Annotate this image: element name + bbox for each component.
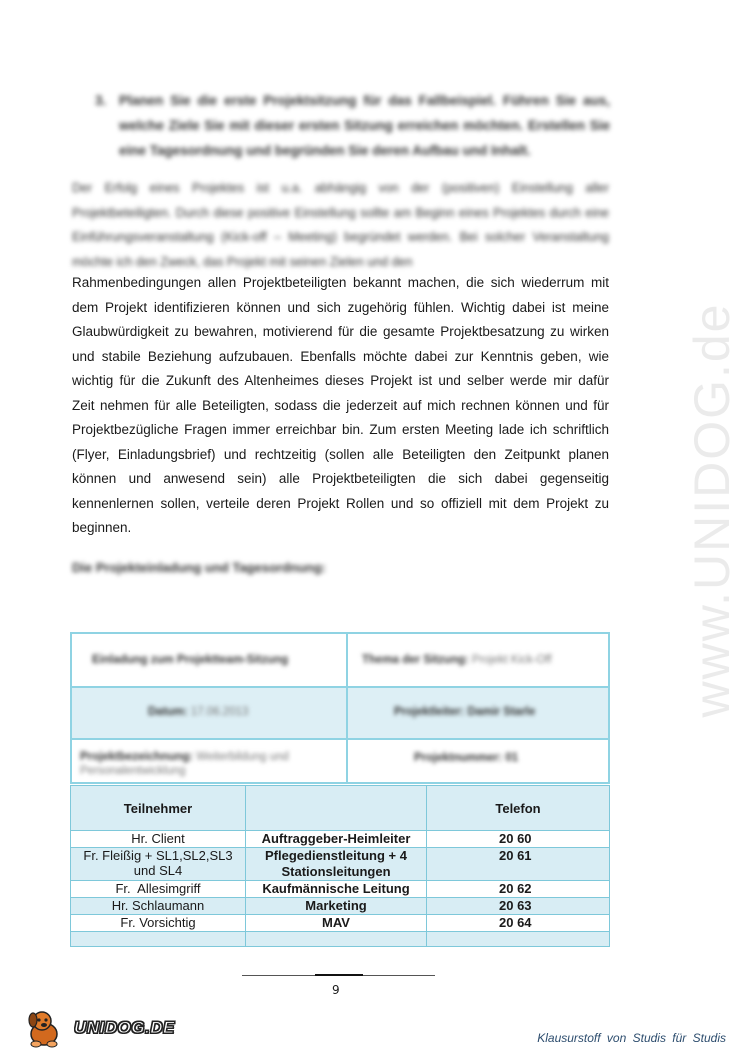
participant-name: Hr. Client <box>71 831 246 848</box>
project-number-value: 01 <box>505 752 519 764</box>
page-number: 9 <box>332 983 340 997</box>
paragraph-line: kennenlernen sollen, verteile deren Projekt Rollen und so offiziell mit dem Projekt zu <box>72 495 609 511</box>
header-participant: Teilnehmer <box>71 786 246 831</box>
participant-name: Hr. Schlaumann <box>71 898 246 915</box>
paragraph-line: und stabile Beziehung aufzubauen. Ebenfalls möchte dabei zur Kenntnis geben, wie <box>72 348 609 364</box>
participant-name: Fr. Vorsichtig <box>71 915 246 932</box>
logo-text: UNIDOG.DE <box>74 1018 175 1037</box>
blurred-paragraph: Der Erfolg eines Projektes ist u.a. abhängig von der (positiven) Einstellung aller Projektbeteiligten. Durch diese positive Einstellung sollte am Beginn eines Projektes durch eine Einführungsveranstaltung (Kick-off – Meeting) begründet werden. Bei solcher Veranstaltung möchte ich den Zweck, das Projekt mit seinen Zielen und den <box>72 181 609 269</box>
dog-mascot-icon <box>22 1008 66 1048</box>
table-row <box>71 831 610 848</box>
section-heading: Die Projekteinladung und Tagesordnung: <box>72 560 326 575</box>
participants-header-row <box>71 786 610 831</box>
invitation-cell <box>72 634 348 686</box>
participant-role: Kaufmännische Leitung <box>246 881 427 898</box>
participant-phone: 20 64 <box>427 915 610 932</box>
empty-row <box>71 932 610 947</box>
participant-phone: 20 63 <box>427 898 610 915</box>
project-number-cell <box>348 738 608 784</box>
header-phone: Telefon <box>427 786 610 831</box>
participant-phone: 20 61 <box>427 848 610 881</box>
participants-table <box>70 785 610 947</box>
footer-tick <box>315 974 363 976</box>
paragraph-line: dem Projekt identifizieren können und sich zugehörig fühlen. Wichtig dabei ist meine <box>72 299 609 315</box>
unidog-logo <box>22 1008 175 1050</box>
participant-role: Marketing <box>246 898 427 915</box>
theme-value: Projekt Kick-Off <box>471 654 552 666</box>
date-cell <box>72 688 348 738</box>
paragraph-line: Glaubwürdigkeit zu bewahren, motivierend für die gesamte Projektbesatzung zu wirken <box>72 324 609 339</box>
table-row <box>71 898 610 915</box>
date-label: Datum: <box>148 706 188 718</box>
project-name-label: Projektbezeichnung: <box>80 751 194 763</box>
theme-cell <box>348 634 608 686</box>
invitation-title: Einladung zum Projektteam-Sitzung <box>92 654 289 666</box>
task-text: Planen Sie die erste Projektsitzung für das Fallbeispiel. Führen Sie aus, welche Ziele Sie mit dieser ersten Sitzung erreichen möchten. Erstellen Sie eine Tagesordnung und begründen Sie deren Aufbau und Inhalt. <box>119 93 610 158</box>
table-row <box>71 881 610 898</box>
project-name-value: Weiterbildung und Personalentwicklung <box>80 751 289 777</box>
header-role <box>246 786 427 831</box>
participant-role: MAV <box>246 915 427 932</box>
participant-name: Fr. Allesimgriff <box>71 881 246 898</box>
paragraph-line: beginnen. <box>72 520 132 535</box>
task-question <box>95 88 610 163</box>
leader-value: Damir Starle <box>467 706 536 718</box>
tagline: Klausurstoff von Studis für Studis <box>537 1031 726 1045</box>
paragraph-line: wichtig für die Zukunft des Altenheimes dieses Projekt ist und selber werde mir dafür <box>72 373 609 388</box>
paragraph-line: (Flyer, Einladungsbrief) und rechtzeitig (sollen alle Beteiligten den Zeitpunkt planen <box>72 446 609 462</box>
meeting-header-table <box>70 632 610 784</box>
participant-role: Auftraggeber-Heimleiter <box>246 831 427 848</box>
theme-label: Thema der Sitzung: <box>362 654 469 666</box>
leader-label: Projektleiter: <box>394 706 465 718</box>
project-number-label: Projektnummer: <box>414 752 503 764</box>
paragraph-line: Zeit nehmen für alle Beteiligten, sodass die jederzeit auf mich rechnen können und für <box>72 397 609 413</box>
leader-cell <box>348 688 608 738</box>
paragraph-line: können und anwesend sein) alle Projektbeteiligten die sich dabei gegenseitig <box>72 471 609 486</box>
task-number: 3. <box>95 93 107 108</box>
paragraph-line: Rahmenbedingungen allen Projektbeteiligten bekannt machen, die sich wiederrum mit <box>72 275 609 290</box>
participant-role: Pflegedienstleitung + 4 Stationsleitungen <box>246 848 427 881</box>
participant-name: Fr. Fleißig + SL1,SL2,SL3 und SL4 <box>71 848 246 881</box>
watermark: www.UNIDOG.de <box>684 302 740 718</box>
project-name-cell <box>72 738 348 784</box>
participant-phone: 20 62 <box>427 881 610 898</box>
date-value: 17.06.2013 <box>190 706 249 718</box>
paragraph-line: Projektbezügliche Fragen immer erreichbar bin. Zum ersten Meeting lade ich schriftlich <box>72 422 609 437</box>
table-row <box>71 915 610 932</box>
participant-phone: 20 60 <box>427 831 610 848</box>
body-paragraph <box>72 271 609 541</box>
table-row <box>71 848 610 881</box>
